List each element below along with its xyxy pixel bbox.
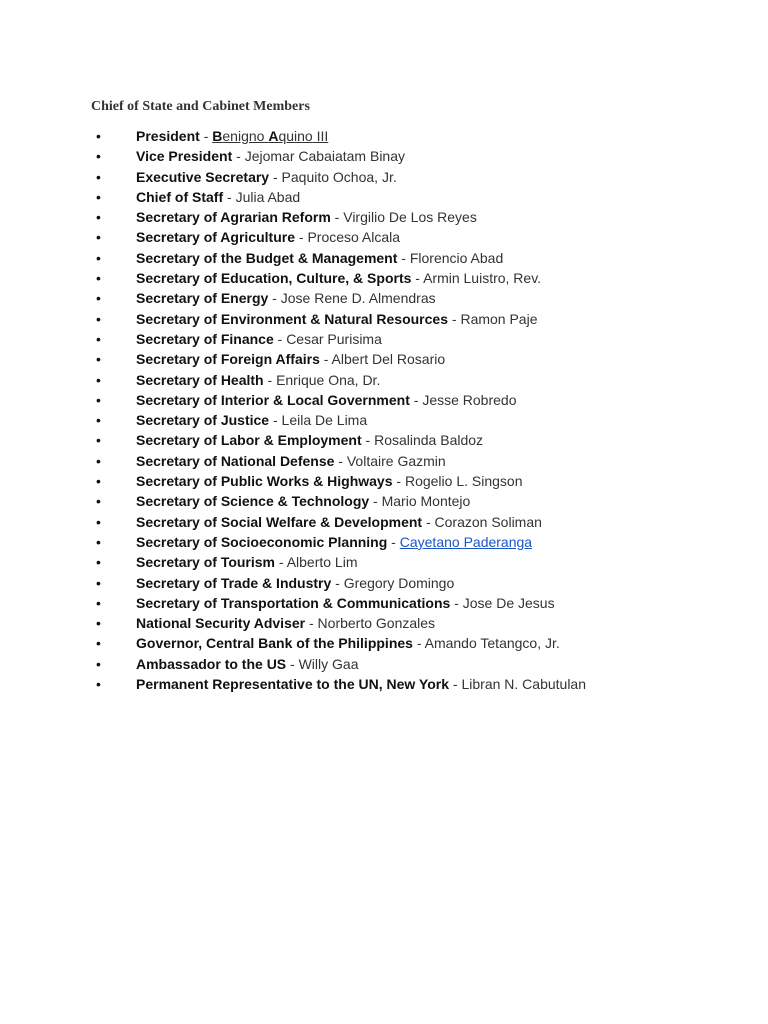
member-entry [136,370,380,390]
office-holder: Proceso Alcala [307,229,401,246]
office-title: Secretary of Science & Technology [136,493,370,510]
bullet-icon: • [96,676,101,693]
separator: - [199,128,213,144]
office-title: Secretary of Finance [136,330,274,347]
separator: - [361,432,375,449]
list-item [0,309,768,329]
member-entry [136,410,367,430]
bullet-icon: • [96,168,101,185]
list-item [0,593,768,613]
member-entry [136,491,470,511]
member-entry [136,633,560,653]
bullet-icon: • [96,635,101,652]
list-item [0,451,768,471]
bullet-icon: • [96,249,101,266]
office-title: Secretary of Interior & Local Government [136,391,410,408]
separator: - [269,168,282,185]
bullet-icon: • [96,412,101,429]
list-item [0,349,768,369]
office-holder: Benigno Aquino III [212,128,329,144]
separator: - [269,412,282,429]
list-item [0,654,768,674]
bullet-icon: • [96,655,101,672]
member-entry [136,349,445,369]
bullet-icon: • [96,128,101,144]
page-title: Chief of State and Cabinet Members [91,99,310,114]
member-entry [136,227,400,247]
separator: - [412,635,425,652]
separator: - [294,229,308,246]
member-entry [136,471,522,491]
office-title: Vice President [136,148,233,165]
office-title: Secretary of Transportation & Communications [136,594,451,611]
separator: - [223,188,236,205]
member-entry [136,532,532,552]
office-title: Secretary of Agrarian Reform [136,209,331,226]
member-entry [136,288,436,308]
office-holder: Ramon Paje [460,310,538,327]
office-holder: Willy Gaa [298,655,359,672]
separator: - [392,473,405,490]
office-holder: Rosalinda Baldoz [374,432,484,449]
office-holder: Jesse Robredo [422,391,517,408]
office-title: Secretary of Justice [136,412,270,429]
member-entry [136,167,397,187]
bullet-icon: • [96,452,101,469]
list-item [0,410,768,430]
bullet-icon: • [96,310,101,327]
separator: - [409,391,423,408]
list-item [0,167,768,187]
member-entry [136,146,405,166]
member-entry [136,674,586,694]
separator: - [422,513,435,530]
office-title: Secretary of Public Works & Highways [136,473,393,490]
member-entry [136,248,503,268]
member-entry [136,187,300,207]
office-holder: Mario Montejo [381,493,471,510]
office-holder: Cesar Purisima [286,330,382,347]
list-item [0,227,768,247]
bullet-icon: • [96,533,101,550]
office-holder: Albert Del Rosario [331,351,446,368]
separator: - [387,533,400,550]
bullet-icon: • [96,574,101,591]
member-entry [136,126,328,146]
office-title: President [136,128,200,144]
list-item [0,248,768,268]
separator: - [330,209,344,226]
list-item [0,187,768,207]
office-holder: Armin Luistro, Rev. [423,270,542,287]
member-entry [136,613,435,633]
office-title: Secretary of Trade & Industry [136,574,332,591]
separator: - [331,574,344,591]
bullet-icon: • [96,554,101,571]
office-title: Secretary of Tourism [136,554,276,571]
office-holder: Gregory Domingo [343,574,455,591]
bullet-icon: • [96,615,101,632]
office-holder: Paquito Ochoa, Jr. [281,168,397,185]
bullet-icon: • [96,594,101,611]
member-entry [136,451,446,471]
office-title: Secretary of Energy [136,290,269,307]
bullet-icon: • [96,432,101,449]
list-item [0,288,768,308]
separator: - [232,148,245,165]
office-title: Governor, Central Bank of the Philippines [136,635,413,652]
office-holder: Libran N. Cabutulan [461,676,587,693]
list-item [0,370,768,390]
list-item [0,146,768,166]
member-entry [136,390,516,410]
member-entry [136,207,477,227]
separator: - [268,290,281,307]
bullet-icon: • [96,229,101,246]
separator: - [273,330,287,347]
office-holder: Voltaire Gazmin [346,452,446,469]
office-holder: Julia Abad [235,188,301,205]
list-item [0,491,768,511]
list-item [0,329,768,349]
list-item [0,633,768,653]
office-title: Secretary of Environment & Natural Resources [136,310,448,327]
office-holder: Jose Rene D. Almendras [280,290,436,307]
office-holder: Norberto Gonzales [317,615,436,632]
separator: - [263,371,277,388]
separator: - [275,554,287,571]
list-item [0,390,768,410]
office-holder: Rogelio L. Singson [404,473,523,490]
list-item [0,552,768,572]
bullet-icon: • [96,188,101,205]
office-holder: Virgilio De Los Reyes [343,209,477,226]
separator: - [286,655,299,672]
list-item [0,430,768,450]
separator: - [334,452,347,469]
separator: - [448,310,461,327]
office-title: Secretary of Labor & Employment [136,432,362,449]
bullet-icon: • [96,290,101,307]
office-title: Secretary of Socioeconomic Planning [136,533,388,550]
office-holder: Alberto Lim [286,554,358,571]
separator: - [397,249,410,266]
office-title: Secretary of Health [136,371,264,388]
office-title: Secretary of National Defense [136,452,335,469]
member-entry [136,309,538,329]
list-item [0,126,768,146]
list-item [0,207,768,227]
bullet-icon: • [96,473,101,490]
office-title: Ambassador to the US [136,655,287,672]
bullet-icon: • [96,270,101,287]
separator: - [369,493,382,510]
bullet-icon: • [96,391,101,408]
office-holder: Enrique Ona, Dr. [276,371,381,388]
office-holder: Leila De Lima [281,412,368,429]
office-title: Secretary of Foreign Affairs [136,351,320,368]
office-holder: Florencio Abad [409,249,504,266]
bullet-icon: • [96,513,101,530]
member-entry [136,552,358,572]
member-entry [136,329,382,349]
member-entry [136,268,541,288]
list-item [0,471,768,491]
bullet-icon: • [96,148,101,165]
member-entry [136,654,359,674]
separator: - [319,351,332,368]
office-title: Executive Secretary [136,168,270,185]
office-holder: Jejomar Cabaiatam Binay [244,148,405,165]
member-entry [136,512,542,532]
cabinet-member-list [0,126,768,694]
bullet-icon: • [96,493,101,510]
member-entry [136,573,454,593]
bullet-icon: • [96,351,101,368]
list-item [0,613,768,633]
office-title: Secretary of the Budget & Management [136,249,398,266]
office-title: Secretary of Agriculture [136,229,295,246]
office-title: National Security Adviser [136,615,306,632]
separator: - [411,270,424,287]
office-holder: Amando Tetangco, Jr. [424,635,560,652]
bullet-icon: • [96,330,101,347]
separator: - [449,676,462,693]
member-entry [136,430,483,450]
separator: - [305,615,318,632]
bullet-icon: • [96,371,101,388]
office-holder-link[interactable]: Cayetano Paderanga [399,533,533,550]
office-title: Secretary of Social Welfare & Development [136,513,423,530]
list-item [0,573,768,593]
list-item [0,532,768,552]
list-item [0,268,768,288]
list-item [0,674,768,694]
list-item [0,512,768,532]
office-title: Permanent Representative to the UN, New York [136,676,450,693]
office-title: Secretary of Education, Culture, & Sports [136,270,412,287]
bullet-icon: • [96,209,101,226]
office-title: Chief of Staff [136,188,224,205]
separator: - [450,594,463,611]
office-holder: Corazon Soliman [434,513,542,530]
member-entry [136,593,555,613]
office-holder: Jose De Jesus [462,594,555,611]
